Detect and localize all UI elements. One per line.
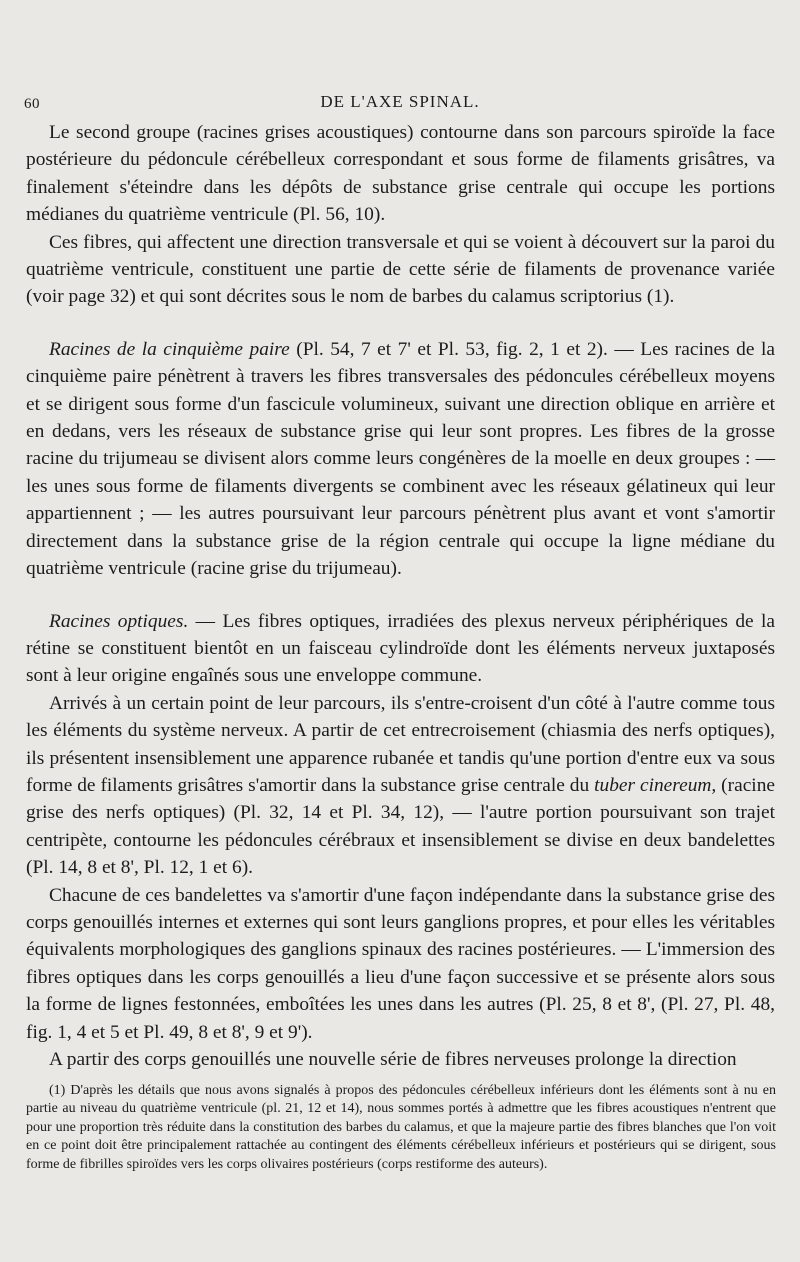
running-title: DE L'AXE SPINAL. [320,92,480,111]
paragraph-acoustic-roots: Le second groupe (racines grises acoustiques) contourne dans son parcours spiroïde la face postérieure du pédoncule cérébelleux correspondant et sous forme de filaments grisâtres, va finalement s'éteindre dans les dépôts de substance grise centrale qui occupe les portions médianes du quatrième ventricule (Pl. 56, 10). [26,122,775,226]
main-text [26,119,775,1073]
paragraph-fifth-pair [26,336,775,583]
section-lead-optic-roots: Racines optiques. [49,610,189,632]
paragraph-continuation: A partir des corps genouillés une nouvelle série de fibres nerveuses prolonge la direction [49,1049,737,1070]
paragraph-chiasma-text-after: (racine grise des nerfs optiques) (Pl. 32, 14 et Pl. 34, 12), — l'autre portion poursuivant son trajet centripète, contourne les pédoncules cérébraux et insensiblement se divise en deux bandelettes (Pl. 14, 8 et 8', Pl. 12, 1 et 6). [26,774,775,879]
paragraph-fifth-pair-text: (Pl. 54, 7 et 7' et Pl. 53, fig. 2, 1 et 2). — Les racines de la cinquième paire pénètrent à travers les fibres transversales des pédoncules cérébelleux moyens et se dirigent sous forme d'un fascicule volumineux, suivant une direction oblique en arrière et en dedans, vers les réseaux de substance grise qui leur sont propres. Les fibres de la grosse racine du trijumeau se divisent alors comme leurs congénères de la moelle en deux groupes : — les unes sous forme de filaments divergents se combinent avec les réseaux gélatineux qui leur appartiennent ; — les autres poursuivant leur parcours pénètrent plus avant et vont s'amortir directement dans la substance grise de la région centrale qui occupe la ligne médiane du quatrième ventricule (racine grise du trijumeau). [26,338,775,580]
footnote-1: (1) D'après les détails que nous avons signalés à propos des pédoncules cérébelleux inférieurs dont les éléments sont à nu en partie au niveau du quatrième ventricule (pl. 21, 12 et 14), nous sommes portés à admettre que les fibres acoustiques n'entrent que pour une proportion très réduite dans la constitution des barbes du calamus, et que la majeure partie des fibres blanches que l'on voit en ce point doit être principalement rattachée au contingent des éléments cérébelleux inférieurs et postérieurs qui se dirigent, sous forme de fibrilles spiroïdes vers les corps olivaires postérieurs (corps restiforme des auteurs). [26,1083,776,1172]
section-lead-fifth-pair: Racines de la cinquième paire [49,338,290,360]
paragraph-calamus-fibers: Ces fibres, qui affectent une direction transversale et qui se voient à découvert sur la paroi du quatrième ventricule, constituent une partie de cette série de filaments de provenance variée (voir page 32) et qui sont décrites sous le nom de barbes du calamus scriptorius (1). [26,231,775,308]
paragraph-chiasma-text-before: Arrivés à un certain point de leur parcours, ils s'entre-croisent d'un côté à l'autre comme tous les éléments du système nerveux. A partir de cet entrecroisement (chiasmia des nerfs optiques), ils présentent insensiblement une apparence rubanée et tandis qu'une portion d'entre eux va sous forme de filaments grisâtres s'amortir dans la substance grise centrale du [26,692,775,796]
footnotes [26,1082,776,1174]
paragraph-geniculate-bodies: Chacune de ces bandelettes va s'amortir d'une façon indépendante dans la substance grise des corps genouillés internes et externes qui sont leurs ganglions propres, et pour elles les véritables équivalents morphologiques des ganglions spinaux des racines postérieures. — L'immersion des fibres optiques dans les corps genouillés a lieu d'une façon successive et se présente alors sous la forme de lignes festonnées, emboîtées les unes dans les autres (Pl. 25, 8 et 8', (Pl. 27, Pl. 48, fig. 1, 4 et 5 et Pl. 49, 8 et 8', 9 et 9'). [26,884,775,1043]
tuber-cinereum-term: tuber cinereum, [594,774,717,796]
paragraph-optic-roots-text: — Les fibres optiques, irradiées des plexus nerveux périphériques de la rétine se constituent bientôt en un faisceau cylindroïde dont les éléments nerveux juxtaposés sont à leur origine engaînés sous une enveloppe commune. [26,610,775,687]
page-number: 60 [24,96,40,112]
paragraph-optic-roots [26,608,775,690]
paragraph-chiasma [26,690,775,882]
